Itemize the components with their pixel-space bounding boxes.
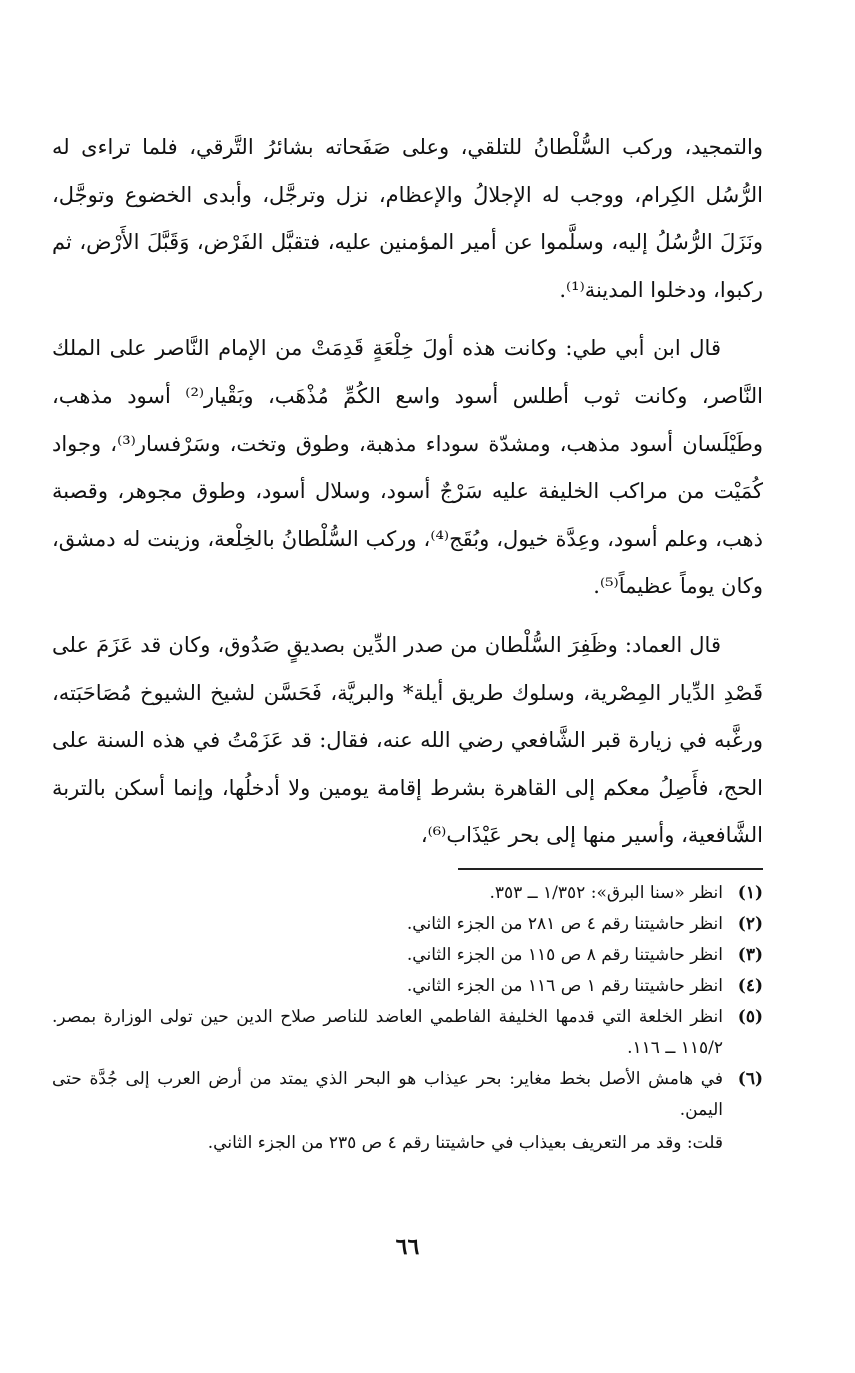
footnote-4 <box>52 971 763 1002</box>
footnote-text: انظر الخلعة التي قدمها الخليفة الفاطمي العاضد للناصر صلاح الدين حين تولى الوزارة بمصر. ١١٥/٢ ــ ١١٦. <box>52 1007 723 1058</box>
footnote-number: (٦) <box>737 1069 763 1089</box>
footnote-editor-note: قلت: وقد مر التعريف بعيذاب في حاشيتنا رقم ٤ ص ٢٣٥ من الجزء الثاني. <box>207 1133 723 1153</box>
footnote-text: انظر حاشيتنا رقم ٤ ص ٢٨١ من الجزء الثاني. <box>406 914 723 934</box>
paragraph-3: قال العماد: وظَفِرَ السُّلْطان من صدر الدِّين بصديقٍ صَدُوق، وكان قد عَزَمَ على قَصْدِ الدِّيار المِصْرية، وسلوك طريق أيلة* والبريَّة، فَحَسَّن لشيخ الشيوخ مُصَاحَبَته، ورغَّبه في زيارة قبر الشَّافعي رضي الله عنه، فقال: قد عَزَمْتُ في هذه السنة على الحج، فأَصِلُ معكم إلى القاهرة بشرط إقامة يومين ولا أدخلُها، وإنما أسكن بالتربة الشَّافعية، وأسير منها إلى بحر عَيْذَاب⁽⁶⁾، <box>52 632 763 848</box>
footnotes <box>52 878 763 1159</box>
paragraph-2: قال ابن أبي طي: وكانت هذه أولَ خِلْعَةٍ قَدِمَتْ من الإمام النَّاصر على الملك النَّاصر، وكانت ثوب أطلس أسود واسع الكُمِّ مُذْهَب، وبَقْيار⁽²⁾ أسود مذهب، وطَيْلَسان أسود مذهب، ومشدّة سوداء مذهبة، وطوق وتخت، وسَرْفسار⁽³⁾، وجواد كُمَيْت من مراكب الخليفة عليه سَرْجٌ أسود، وسلال أسود، وطوق مجوهر، وقصبة ذهب، وعلم أسود، وعِدَّة خيول، وبُقَج⁽⁴⁾، وركب السُّلْطانُ بالخِلْعة، وزينت له دمشق، وكان يوماً عظيماً⁽⁵⁾. <box>52 336 763 599</box>
footnote-text: انظر حاشيتنا رقم ٨ ص ١١٥ من الجزء الثاني. <box>406 945 723 965</box>
footnote-number: (٣) <box>737 945 763 965</box>
book-page <box>52 0 763 1373</box>
footnote-2 <box>52 909 763 940</box>
footnote-5 <box>52 1002 763 1064</box>
footnote-3 <box>52 940 763 971</box>
footnote-1 <box>52 878 763 909</box>
footnote-text: انظر حاشيتنا رقم ١ ص ١١٦ من الجزء الثاني. <box>406 976 723 996</box>
footnote-6 <box>52 1064 763 1126</box>
main-text <box>52 124 763 860</box>
page-number: ٦٦ <box>395 1234 420 1260</box>
paragraph-1: والتمجيد، وركب السُّلْطانُ للتلقي، وعلى صَفَحاته بشائرُ التَّرقي، فلما تراءى له الرُّسُل الكِرام، ووجب له الإجلالُ والإعظام، نزل وترجَّل، وأبدى الخضوع وتوجَّل، ونَزَلَ الرُّسُلُ إليه، وسلَّموا عن أمير المؤمنين عليه، فتقبَّل الفَرْض، وَقَبَّلَ الأَرْض، ثم ركبوا، ودخلوا المدينة⁽¹⁾. <box>52 135 763 302</box>
footnote-number: (٤) <box>737 976 763 996</box>
footnote-separator <box>458 868 763 870</box>
footnote-number: (٢) <box>737 914 763 934</box>
footnote-text: في هامش الأصل بخط مغاير: بحر عيذاب هو البحر الذي يمتد من أرض العرب إلى جُدَّة حتى اليمن. <box>52 1069 723 1120</box>
footnote-text: انظر «سنا البرق»: ١/٣٥٢ ــ ٣٥٣. <box>489 883 723 903</box>
footnote-number: (١) <box>737 883 763 903</box>
footnote-number: (٥) <box>737 1007 763 1027</box>
